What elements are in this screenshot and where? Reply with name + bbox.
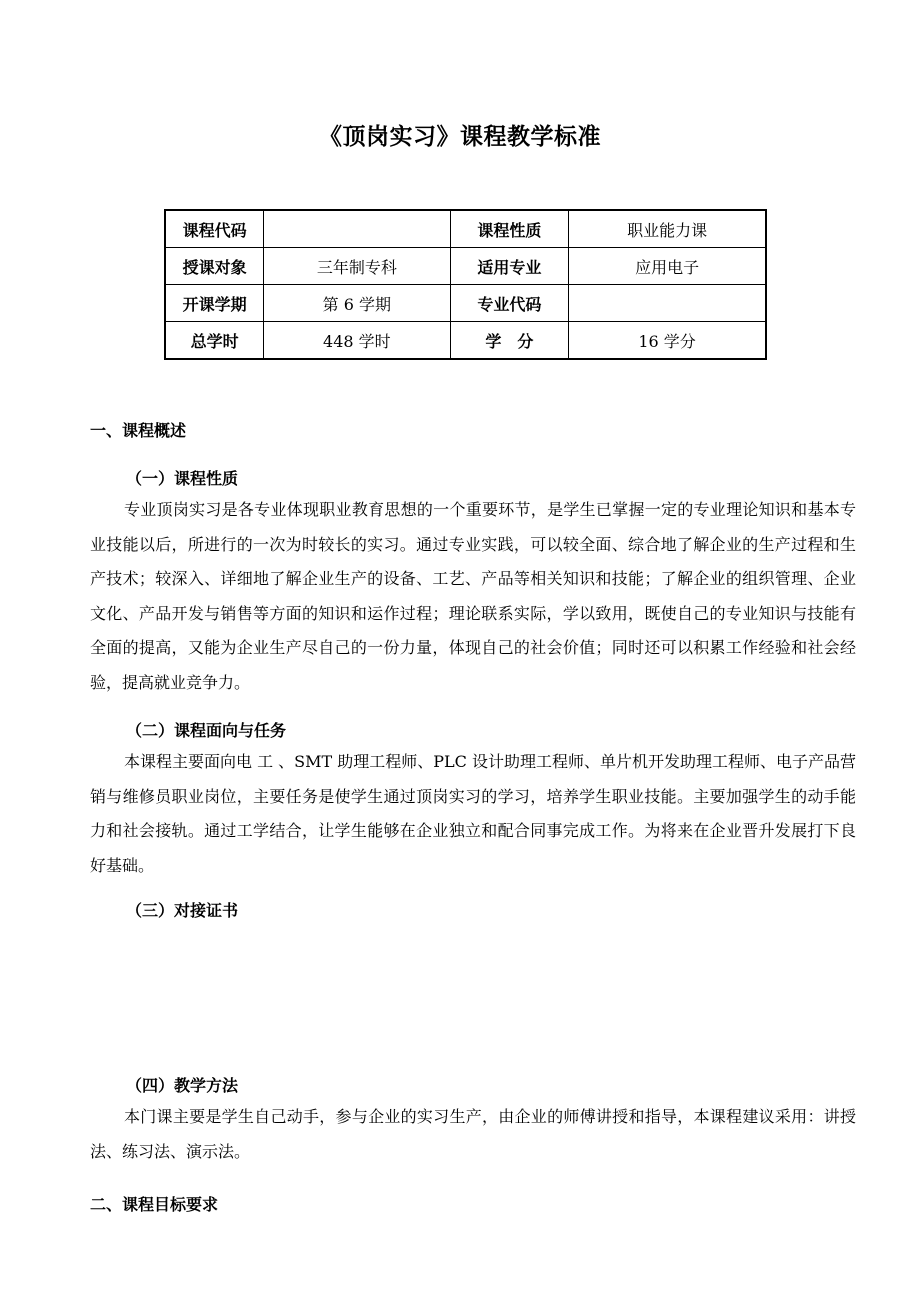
table-cell: 总学时 [165,322,264,360]
section-heading-objectives: 二、课程目标要求 [90,1195,219,1214]
table-cell: 职业能力课 [569,210,766,248]
table-cell: 课程代码 [165,210,264,248]
table-cell: 专业代码 [450,285,569,322]
table-cell: 开课学期 [165,285,264,322]
paragraph-methods: 本门课主要是学生自己动手，参与企业的实习生产，由企业的师傅讲授和指导，本课程建议采用：讲授法、练习法、演示法。 [90,1107,856,1161]
table-cell: 三年制专科 [264,248,450,285]
table-cell: 16 学分 [569,322,766,360]
table-cell: 第 6 学期 [264,285,450,322]
paragraph-nature: 专业顶岗实习是各专业体现职业教育思想的一个重要环节，是学生已掌握一定的专业理论知识和基本专业技能以后，所进行的一次为时较长的实习。通过专业实践，可以较全面、综合地了解企业的生产过程和生产技术；较深入、详细地了解企业生产的设备、工艺、产品等相关知识和技能；了解企业的组织管理、企业文化、产品开发与销售等方面的知识和运作过程；理论联系实际，学以致用，既使自己的专业知识与技能有全面的提高，又能为企业生产尽自己的一份力量，体现自己的社会价值；同时还可以积累工作经验和社会经验，提高就业竞争力。 [90,500,856,692]
table-cell [264,210,450,248]
subsection-heading-nature: （一）课程性质 [126,469,239,488]
table-cell: 授课对象 [165,248,264,285]
table-cell: 学 分 [450,322,569,360]
subsection-heading-tasks: （二）课程面向与任务 [126,721,287,740]
table-row [165,322,766,360]
course-info-table [164,209,767,360]
table-row [165,248,766,285]
table-cell: 课程性质 [450,210,569,248]
table-cell: 应用电子 [569,248,766,285]
table-cell: 448 学时 [264,322,450,360]
section-heading-overview: 一、课程概述 [90,421,187,440]
table-row [165,285,766,322]
subsection-heading-methods: （四）教学方法 [126,1076,239,1095]
table-row [165,210,766,248]
document-title: 《顶岗实习》课程教学标准 [319,124,601,150]
paragraph-tasks: 本课程主要面向电 工 、SMT 助理工程师、PLC 设计助理工程师、单片机开发助理工程师、电子产品营销与维修员职业岗位，主要任务是使学生通过顶岗实习的学习，培养学生职业技能。主要加强学生的动手能力和社会接轨。通过工学结合，让学生能够在企业独立和配合同事完成工作。为将来在企业晋升发展打下良好基础。 [90,752,856,875]
table-cell: 适用专业 [450,248,569,285]
subsection-heading-certificate: （三）对接证书 [126,901,239,920]
table-cell [569,285,766,322]
